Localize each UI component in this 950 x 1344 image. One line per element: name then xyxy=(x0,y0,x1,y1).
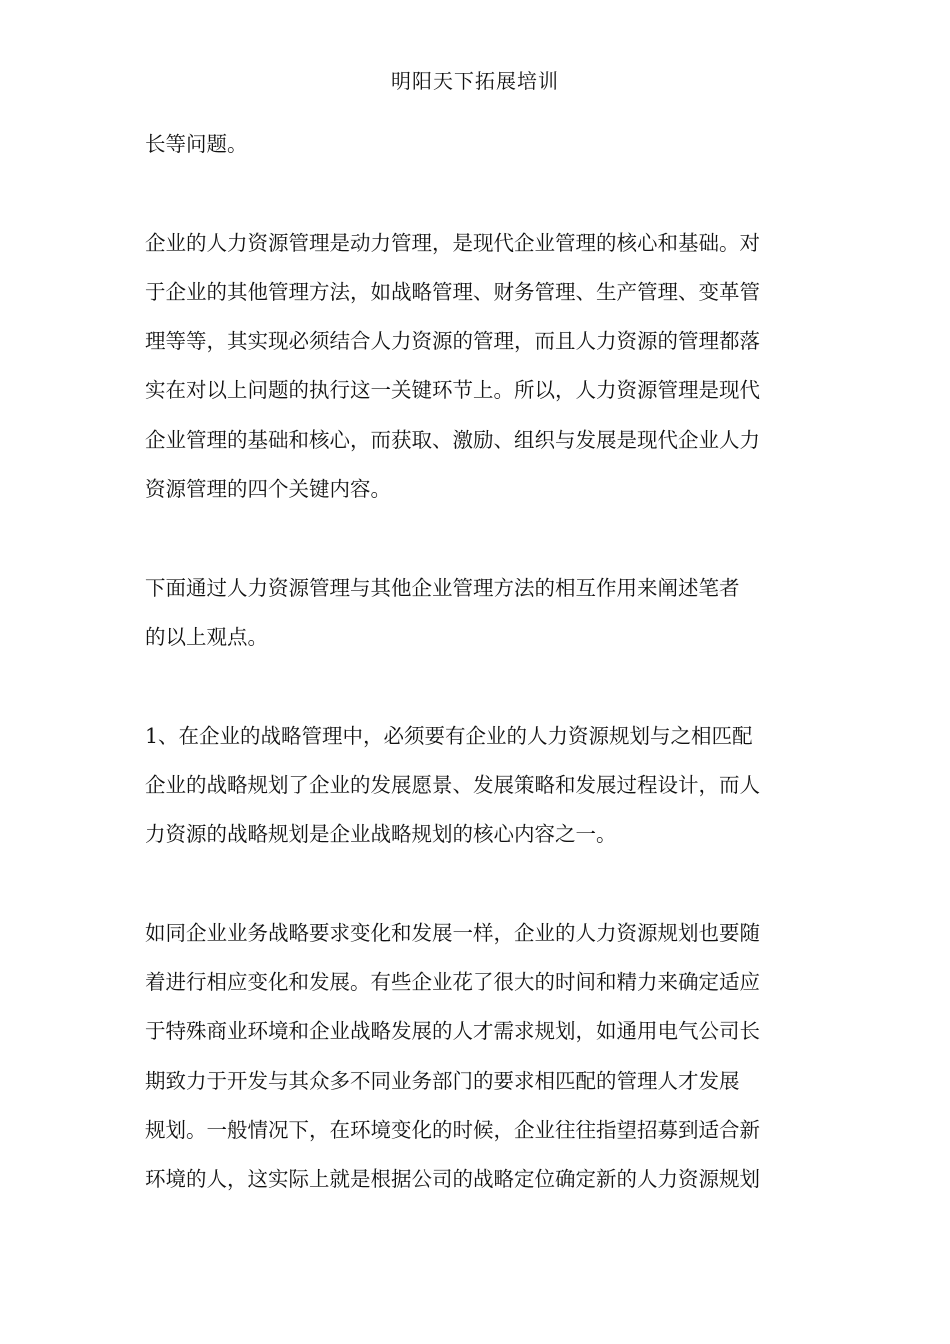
text-line: 实在对以上问题的执行这一关键环节上。所以，人力资源管理是现代 xyxy=(145,378,760,403)
paragraph-spacer xyxy=(145,514,809,563)
paragraph xyxy=(145,712,809,860)
paragraph xyxy=(145,909,809,1205)
text-line: 于企业的其他管理方法，如战略管理、财务管理、生产管理、变革管 xyxy=(145,279,760,304)
paragraph-spacer xyxy=(145,859,809,908)
paragraph xyxy=(145,120,809,169)
text-line: 着进行相应变化和发展。有些企业花了很大的时间和精力来确定适应 xyxy=(145,970,760,995)
text-line: 期致力于开发与其众多不同业务部门的要求相匹配的管理人才发展 xyxy=(145,1068,740,1093)
page-header-title: 明阳天下拓展培训 xyxy=(391,69,559,93)
text-line: 环境的人，这实际上就是根据公司的战略定位确定新的人力资源规划 xyxy=(145,1167,760,1192)
paragraph xyxy=(145,564,809,663)
text-line: 下面通过人力资源管理与其他企业管理方法的相互作用来阐述笔者 xyxy=(145,575,740,600)
text-line: 力资源的战略规划是企业战略规划的核心内容之一。 xyxy=(145,822,617,847)
text-line: 1、在企业的战略管理中，必须要有企业的人力资源规划与之相匹配 xyxy=(145,723,753,748)
text-line: 长等问题。 xyxy=(145,132,248,156)
text-line: 资源管理的四个关键内容。 xyxy=(145,477,391,502)
text-line: 的以上观点。 xyxy=(145,624,268,649)
paragraph xyxy=(145,219,809,515)
text-line: 企业管理的基础和核心，而获取、激励、组织与发展是现代企业人力 xyxy=(145,427,760,452)
text-line: 理等等，其实现必须结合人力资源的管理，而且人力资源的管理都落 xyxy=(145,329,760,354)
text-line: 规划。一般情况下，在环境变化的时候，企业往往指望招募到适合新 xyxy=(145,1117,760,1142)
paragraph-spacer xyxy=(145,662,809,711)
document-body xyxy=(145,120,809,1205)
text-line: 企业的战略规划了企业的发展愿景、发展策略和发展过程设计，而人 xyxy=(145,772,760,797)
paragraph-spacer xyxy=(145,169,809,218)
text-line: 企业的人力资源管理是动力管理，是现代企业管理的核心和基础。对 xyxy=(145,230,760,255)
text-line: 如同企业业务战略要求变化和发展一样，企业的人力资源规划也要随 xyxy=(145,920,760,945)
text-line: 于特殊商业环境和企业战略发展的人才需求规划，如通用电气公司长 xyxy=(145,1019,760,1044)
